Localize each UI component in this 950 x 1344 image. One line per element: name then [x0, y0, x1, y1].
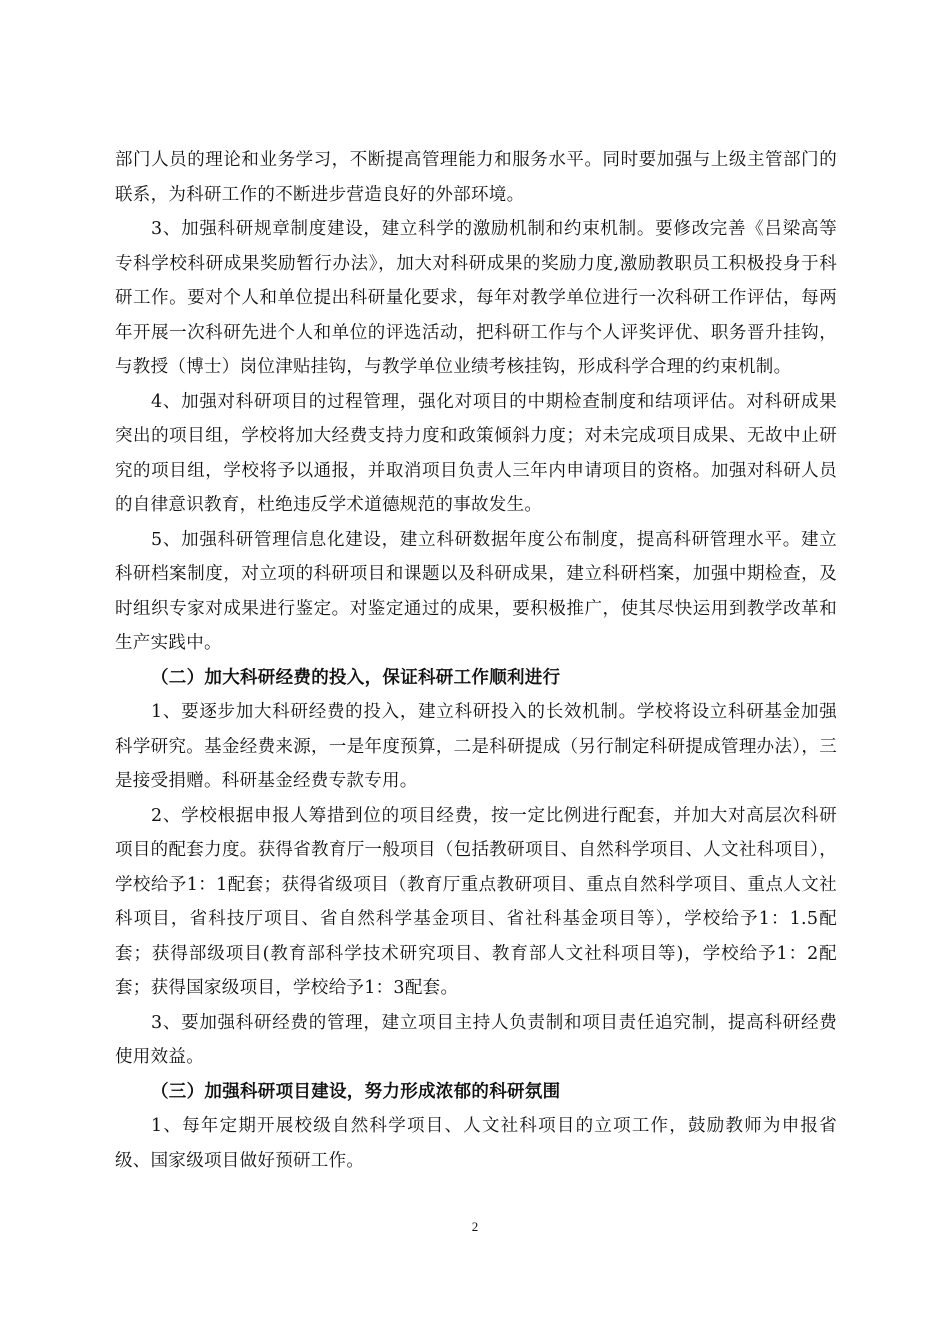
- paragraph-item-3: 3、加强科研规章制度建设，建立科学的激励机制和约束机制。要修改完善《吕梁高等专科学校科研成果奖励暂行办法》，加大对科研成果的奖励力度,激励教职员工积极投身于科研工作。要对个人和单位提出科研量化要求，每年对教学单位进行一次科研工作评估，每两年开展一次科研先进个人和单位的评选活动，把科研工作与个人评奖评优、职务晋升挂钩，与教授（博士）岗位津贴挂钩，与教学单位业绩考核挂钩，形成科学合理的约束机制。: [115, 219, 837, 377]
- document-body: [115, 143, 837, 1178]
- paragraph-funding-1: 1、要逐步加大科研经费的投入，建立科研投入的长效机制。学校将设立科研基金加强科学研究。基金经费来源，一是年度预算，二是科研提成（另行制定科研提成管理办法），三是接受捐赠。科研基金经费专款专用。: [115, 702, 837, 791]
- paragraph-funding-3: 3、要加强科研经费的管理，建立项目主持人负责制和项目责任追究制，提高科研经费使用效益。: [115, 1012, 837, 1067]
- page-number: 2: [471, 1219, 479, 1234]
- paragraph-item-5: 5、加强科研管理信息化建设，建立科研数据年度公布制度，提高科研管理水平。建立科研档案制度，对立项的科研项目和课题以及科研成果，建立科研档案，加强中期检查，及时组织专家对成果进行鉴定。对鉴定通过的成果，要积极推广，使其尽快运用到教学改革和生产实践中。: [115, 529, 837, 653]
- paragraph-funding-2: 2、学校根据申报人筹措到位的项目经费，按一定比例进行配套，并加大对高层次科研项目的配套力度。获得省教育厅一般项目（包括教研项目、自然科学项目、人文社科项目），学校给予1：1配套；获得省级项目（教育厅重点教研项目、重点自然科学项目、重点人文社科项目，省科技厅项目、省自然科学基金项目、省社科基金项目等），学校给予1：1.5配套；获得部级项目(教育部科学技术研究项目、教育部人文社科项目等)，学校给予1：2配套；获得国家级项目，学校给予1：3配套。: [115, 805, 837, 998]
- paragraph-item-4: 4、加强对科研项目的过程管理，强化对项目的中期检查制度和结项评估。对科研成果突出的项目组，学校将加大经费支持力度和政策倾斜力度；对未完成项目成果、无故中止研究的项目组，学校将予以通报，并取消项目负责人三年内申请项目的资格。加强对科研人员的自律意识教育，杜绝违反学术道德规范的事故发生。: [115, 391, 837, 515]
- section-heading-3: （三）加强科研项目建设，努力形成浓郁的科研氛围: [151, 1081, 561, 1102]
- paragraph-project-1: 1、每年定期开展校级自然科学项目、人文社科项目的立项工作，鼓励教师为申报省级、国家级项目做好预研工作。: [115, 1116, 837, 1171]
- paragraph-continuation: 部门人员的理论和业务学习，不断提高管理能力和服务水平。同时要加强与上级主管部门的联系，为科研工作的不断进步营造良好的外部环境。: [115, 150, 837, 205]
- section-heading-2: （二）加大科研经费的投入，保证科研工作顺利进行: [151, 667, 561, 688]
